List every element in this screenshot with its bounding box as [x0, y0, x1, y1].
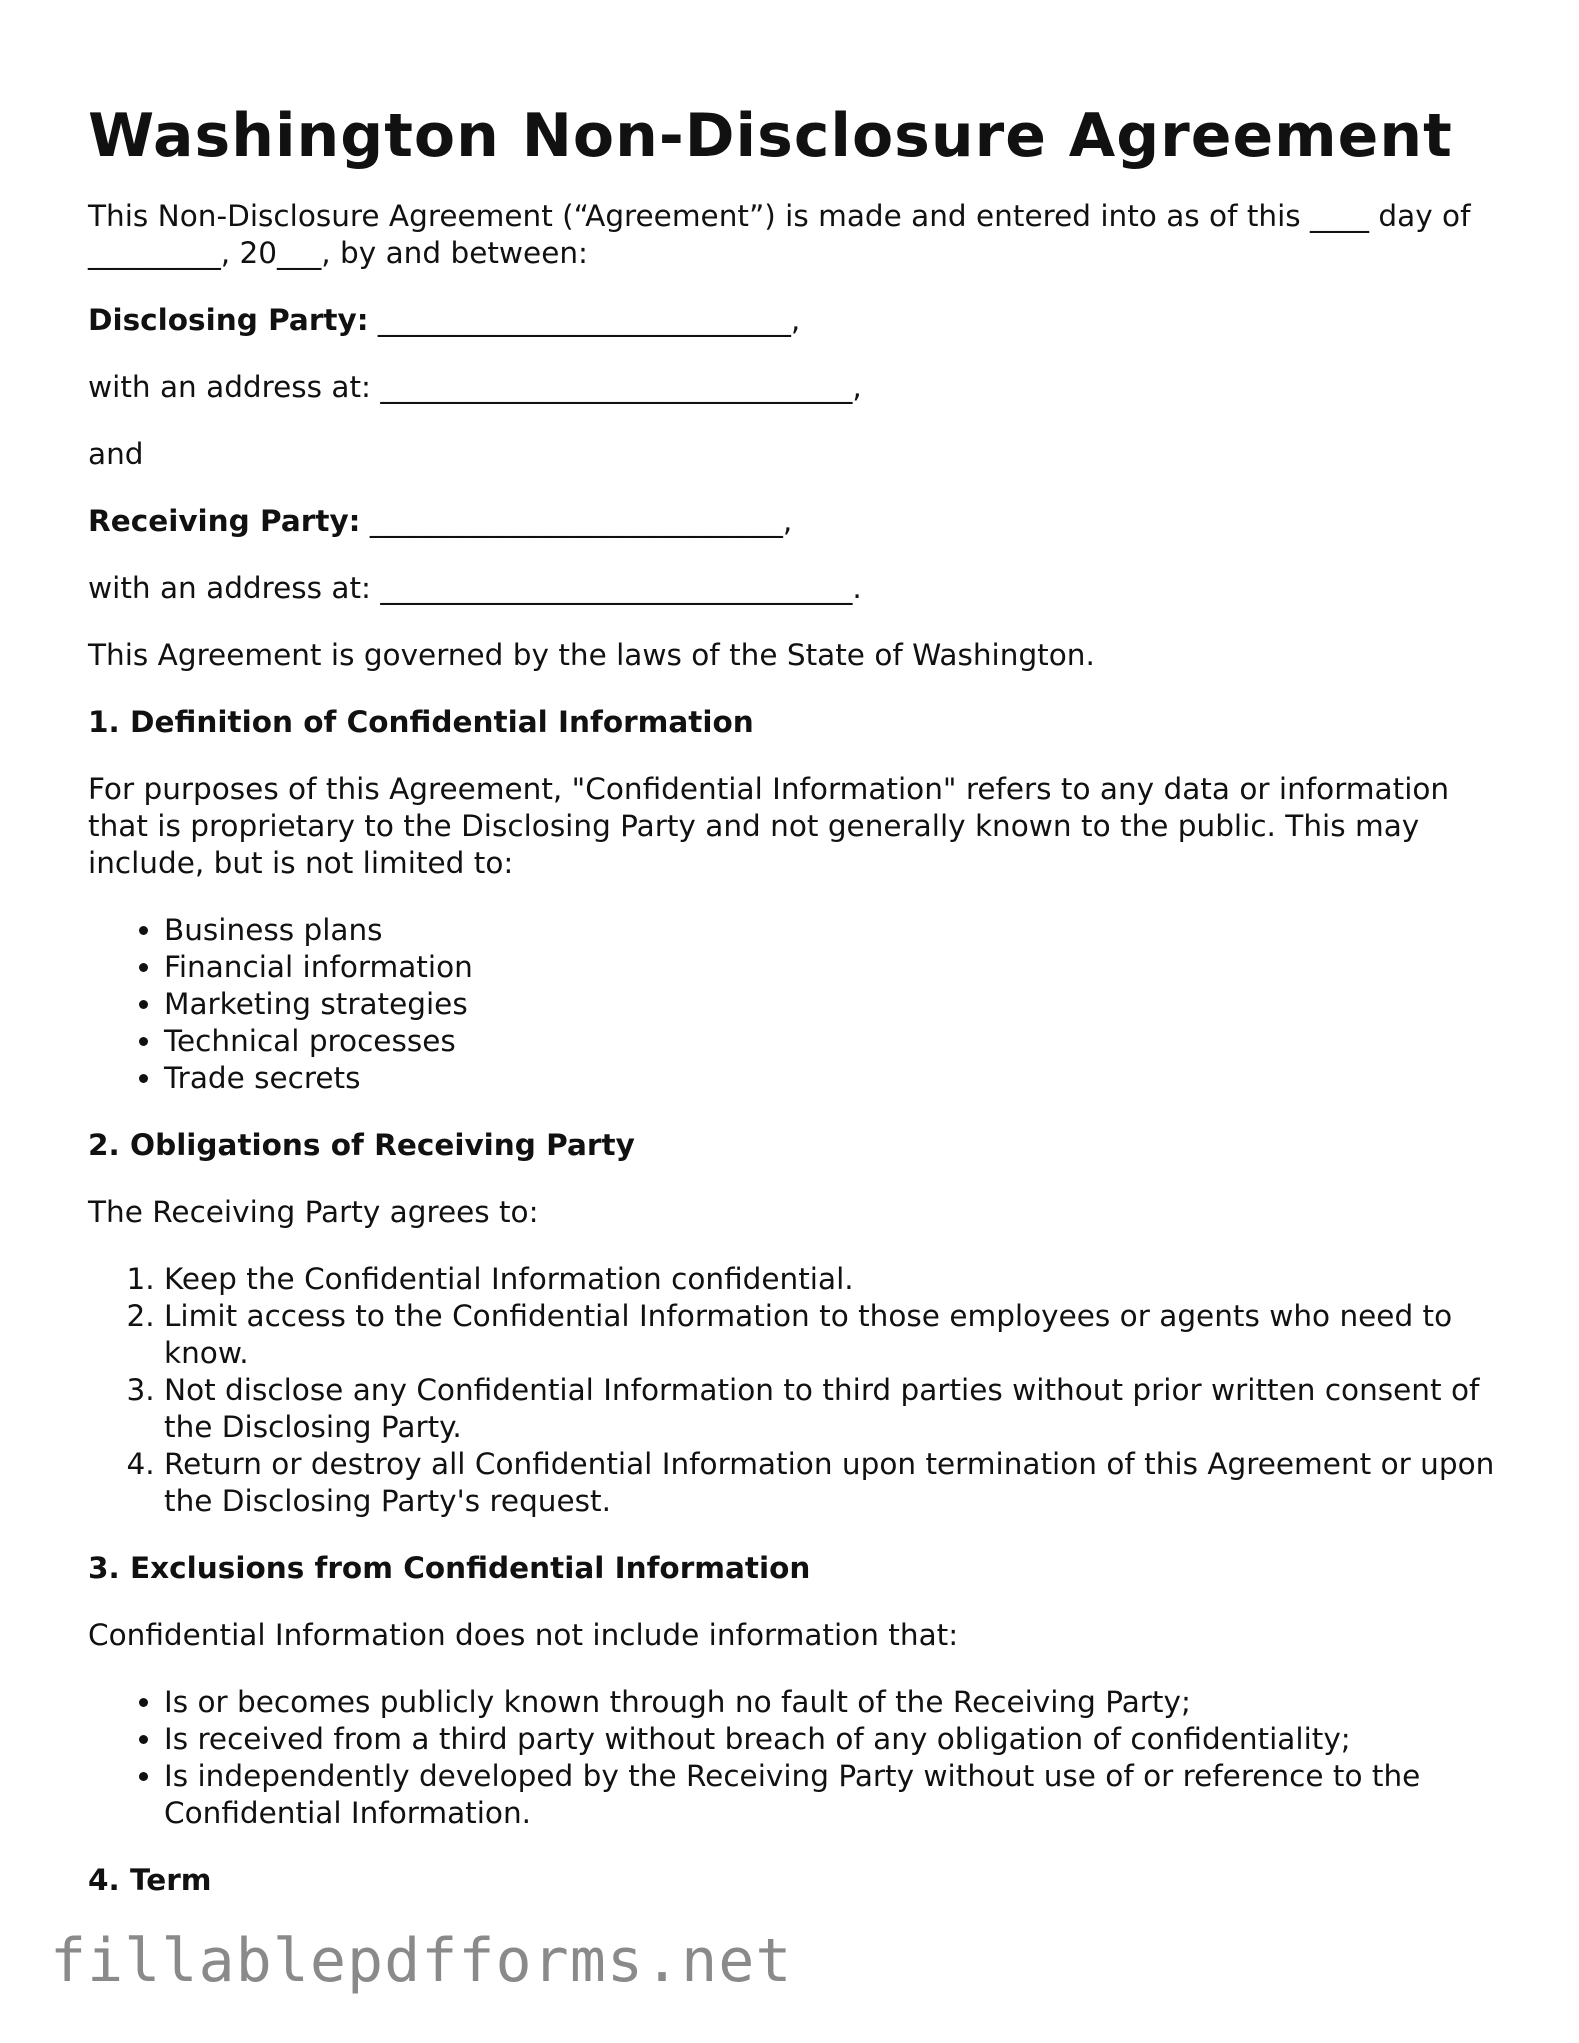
list-item: • Trade secrets [164, 1060, 1508, 1097]
disclosing-party-line [88, 302, 1508, 339]
list-item: 4. Return or destroy all Confidential Information upon termination of this Agreement or upon the Disclosing Party's request. [164, 1446, 1508, 1520]
receiving-address-line: with an address at: ________________________________. [88, 571, 862, 605]
list-item: 1. Keep the Confidential Information confidential. [164, 1261, 1508, 1298]
disclosing-party-blank: ____________________________, [368, 303, 801, 337]
section-heading: 3. Exclusions from Confidential Information [88, 1551, 811, 1585]
bullet-list [88, 912, 1508, 1097]
disclosing-party-label: Disclosing Party: [88, 303, 369, 337]
list-item: • Is or becomes publicly known through no fault of the Receiving Party; [164, 1684, 1508, 1721]
list-item: 3. Not disclose any Confidential Information to third parties without prior written consent of the Disclosing Party. [164, 1372, 1508, 1446]
document-page [88, 100, 1508, 1929]
receiving-party-line [88, 503, 1508, 540]
section-body: For purposes of this Agreement, "Confidential Information" refers to any data or information that is proprietary to the Disclosing Party and not generally known to the public. This may include, but is not limited to: [88, 772, 1450, 880]
bullet-list [88, 1684, 1508, 1832]
receiving-party-label: Receiving Party: [88, 504, 361, 538]
list-item: • Is independently developed by the Receiving Party without use of or reference to the Confidential Information. [164, 1758, 1508, 1832]
list-item: • Is received from a third party without breach of any obligation of confidentiality; [164, 1721, 1508, 1758]
numbered-list [88, 1261, 1508, 1520]
section-heading: 4. Term [88, 1863, 212, 1897]
governing-law-paragraph: This Agreement is governed by the laws of the State of Washington. [88, 638, 1095, 672]
and-line: and [88, 437, 144, 471]
list-item: • Financial information [164, 949, 1508, 986]
document-title: Washington Non-Disclosure Agreement [88, 101, 1453, 171]
list-item: 2. Limit access to the Confidential Information to those employees or agents who need to know. [164, 1298, 1508, 1372]
section-body: The Receiving Party agrees to: [88, 1195, 539, 1229]
list-item: • Business plans [164, 912, 1508, 949]
disclosing-address-line: with an address at: ________________________________, [88, 370, 862, 404]
list-item: • Technical processes [164, 1023, 1508, 1060]
section-heading: 2. Obligations of Receiving Party [88, 1128, 635, 1162]
list-item: • Marketing strategies [164, 986, 1508, 1023]
section-body: Confidential Information does not include information that: [88, 1618, 959, 1652]
watermark: fillablepdfforms.net [50, 1926, 793, 1996]
intro-paragraph: This Non-Disclosure Agreement (“Agreement”) is made and entered into as of this ____ day of _________, 20___, by and between: [88, 199, 1471, 270]
section-heading: 1. Definition of Confidential Information [88, 705, 754, 739]
receiving-party-blank: ____________________________, [360, 504, 793, 538]
